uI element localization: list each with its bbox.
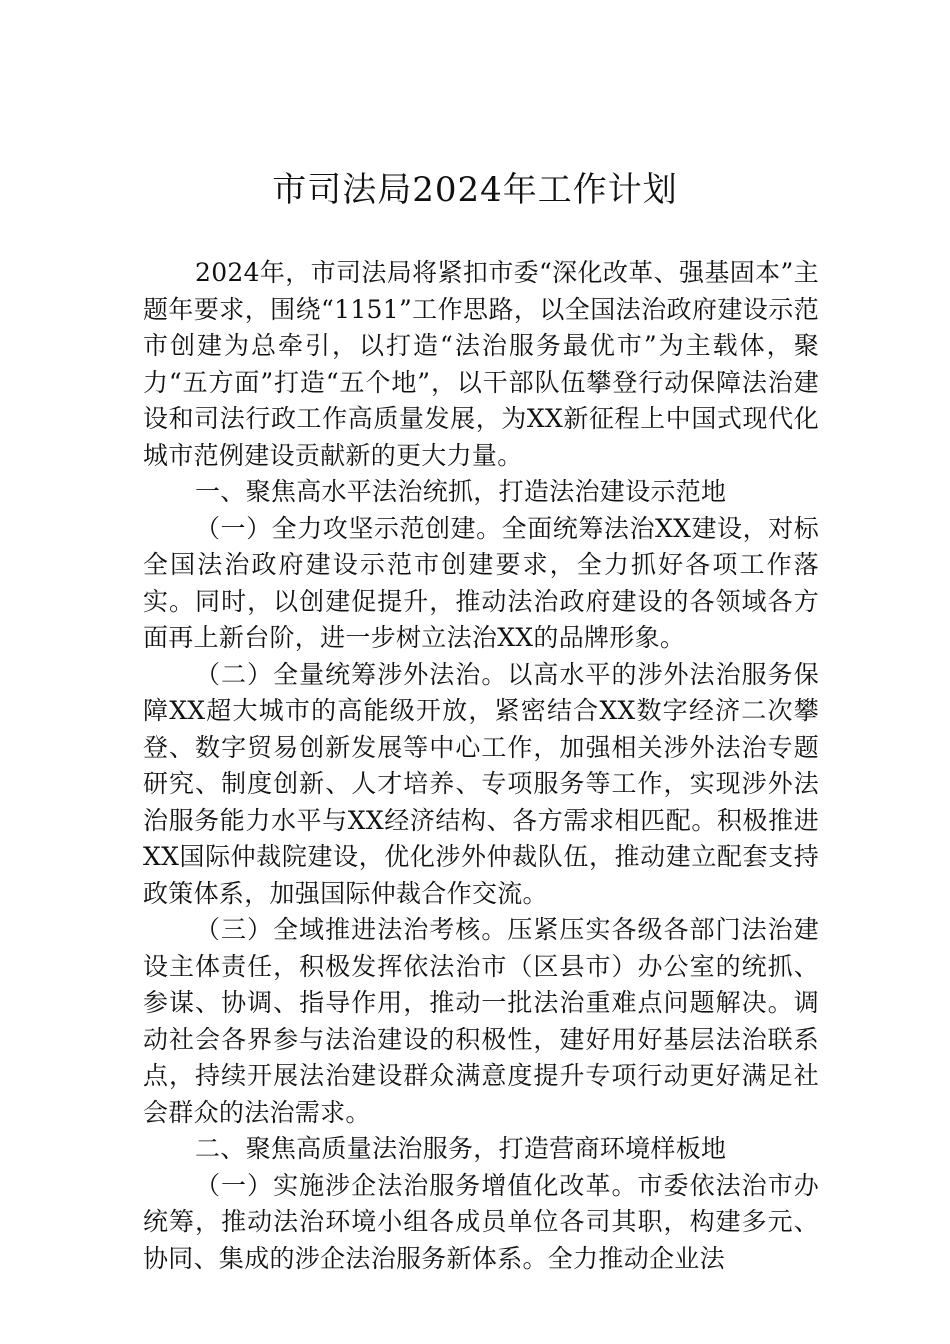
section-2-item-1-paragraph: （一）实施涉企法治服务增值化改革。市委依法治市办统筹，推动法治环境小组各成员单位各司其职，构建多元、协同、集成的涉企法治服务新体系。全力推动企业法: [143, 1170, 819, 1273]
intro-paragraph: 2024年，市司法局将紧扣市委“深化改革、强基固本”主题年要求，围绕“1151”工作思路，以全国法治政府建设示范市创建为总牵引，以打造“法治服务最优市”为主载体，聚力“五方面”打造“五个地”，以干部队伍攀登行动保障法治建设和司法行政工作高质量发展，为XX新征程上中国式现代化城市范例建设贡献新的更大力量。: [143, 258, 819, 470]
section-1-item-2-paragraph: （二）全量统筹涉外法治。以高水平的涉外法治服务保障XX超大城市的高能级开放，紧密结合XX数字经济二次攀登、数字贸易创新发展等中心工作，加强相关涉外法治专题研究、制度创新、人才培养、专项服务等工作，实现涉外法治服务能力水平与XX经济结构、各方需求相匹配。积极推进XX国际仲裁院建设，优化涉外仲裁队伍，推动建立配套支持政策体系，加强国际仲裁合作交流。: [143, 659, 819, 908]
document-body: [143, 255, 819, 1277]
section-1-item-3-paragraph: （三）全域推进法治考核。压紧压实各级各部门法治建设主体责任，积极发挥依法治市（区县市）办公室的统抓、参谋、协调、指导作用，推动一批法治重难点问题解决。调动社会各界参与法治建设的积极性，建好用好基层法治联系点，持续开展法治建设群众满意度提升专项行动更好满足社会群众的法治需求。: [143, 915, 819, 1127]
section-heading-2: 二、聚焦高质量法治服务，打造营商环境样板地: [195, 1134, 727, 1163]
document-title: 市司法局2024年工作计划: [272, 170, 678, 210]
section-heading-1: 一、聚焦高水平法治统抓，打造法治建设示范地: [195, 477, 727, 506]
section-1-item-1-paragraph: （一）全力攻坚示范创建。全面统筹法治XX建设，对标全国法治政府建设示范市创建要求，全力抓好各项工作落实。同时，以创建促提升，推动法治政府建设的各领域各方面再上新台阶，进一步树立法治XX的品牌形象。: [143, 513, 819, 652]
